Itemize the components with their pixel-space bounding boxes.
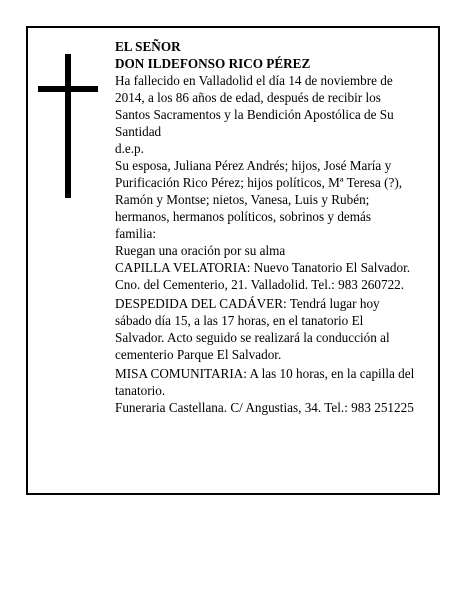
funeral-home-info: Funeraria Castellana. C/ Angustias, 34. Tel.: 983 251225	[115, 400, 414, 415]
farewell-info: DESPEDIDA DEL CADÁVER: Tendrá lugar hoy sábado día 15, a las 17 horas, en el tanatorio El Salvador. Acto seguido se realizará la conducción al cementerio Parque El Salvador.	[115, 296, 390, 362]
cross-vertical-bar	[65, 54, 71, 198]
family-list: Su esposa, Juliana Pérez Andrés; hijos, José María y Purificación Rico Pérez; hijos políticos, Mª Teresa (?), Ramón y Montse; nietos, Vanesa, Luis y Rubén; hermanos, hermanos políticos, sobrinos y demás familia:	[115, 158, 403, 241]
death-announcement: Ha fallecido en Valladolid el día 14 de noviembre de 2014, a los 86 años de edad, después de recibir los Santos Sacramentos y la Bendición Apostólica de Su Santidad	[115, 73, 394, 139]
chapel-info: CAPILLA VELATORIA: Nuevo Tanatorio El Salvador. Cno. del Cementerio, 21. Valladolid. Tel.: 983 260722.	[115, 260, 411, 292]
heading-title: EL SEÑOR	[115, 39, 181, 54]
cross-icon	[38, 54, 98, 198]
obituary-text	[115, 38, 415, 416]
deceased-name: DON ILDEFONSO RICO PÉREZ	[115, 56, 311, 71]
cross-horizontal-bar	[38, 86, 98, 92]
prayer-request: Ruegan una oración por su alma	[115, 243, 286, 258]
mass-info: MISA COMUNITARIA: A las 10 horas, en la capilla del tanatorio.	[115, 366, 415, 398]
dep-abbreviation: d.e.p.	[115, 141, 144, 156]
